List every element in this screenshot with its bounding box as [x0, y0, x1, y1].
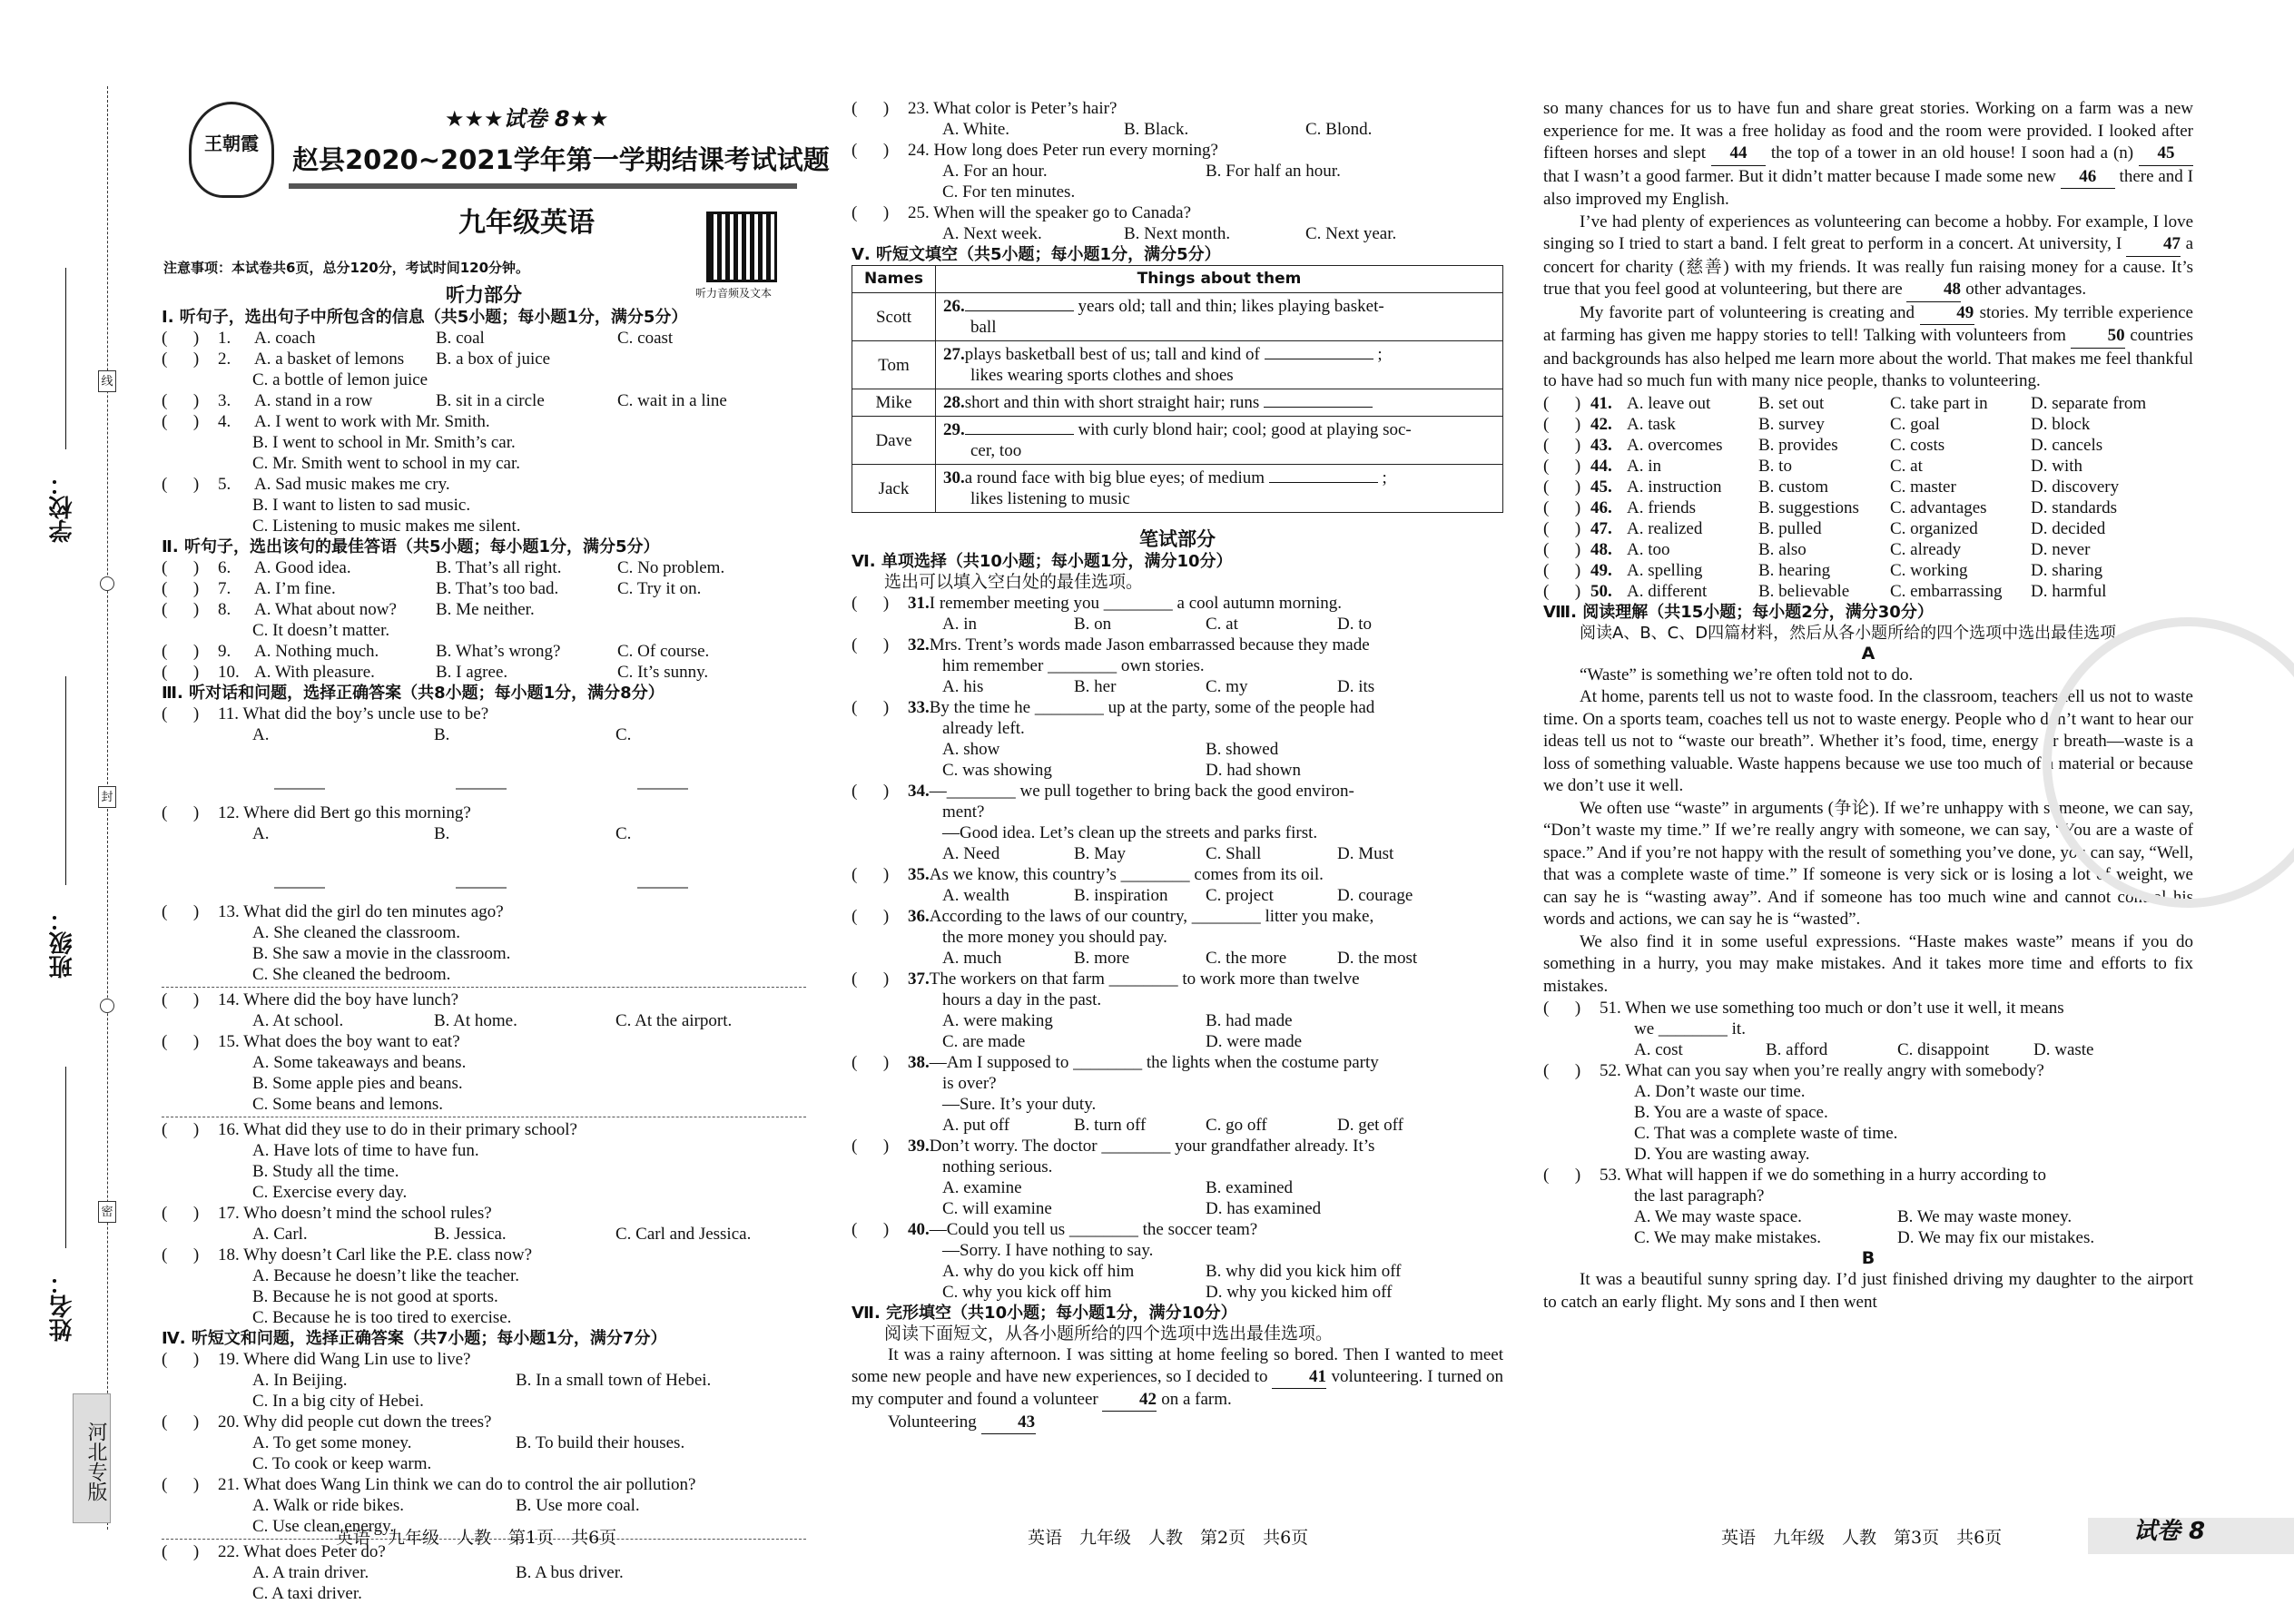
table-header-names: Names — [852, 266, 936, 293]
question-44: ( ) 44. A. in B. to C. at D. with — [1543, 456, 2082, 476]
seal-seal-mark: 封 — [98, 786, 116, 808]
binding-margin — [107, 86, 108, 1530]
question-33: ( ) 33.By the time he ________ up at the party, some of the people had — [852, 698, 1375, 717]
footer-page-2: 英语 九年级 人教 第2页 共6页 — [1028, 1528, 1309, 1548]
blank-46[interactable]: 46 — [2061, 166, 2115, 190]
region-badge: 河北专版 — [73, 1393, 111, 1523]
question-3: ( ) 3. A. stand in a row B. sit in a circle C. wait in a line — [162, 391, 727, 410]
q11-pictures: A. B. C. — [162, 724, 806, 802]
section-6-heading: Ⅵ. 单项选择（共10小题；每小题1分，满分10分） — [852, 552, 1233, 571]
question-18: ( ) 18. Why doesn’t Carl like the P.E. class now? — [162, 1245, 532, 1265]
table-things-cell: 26. years old; tall and thin; likes playing basket- ball — [936, 293, 1503, 341]
question-11: ( ) 11. What did the boy’s uncle use to be? — [162, 704, 489, 723]
question-8: ( ) 8. A. What about now? B. Me neither. — [162, 600, 535, 619]
q12-picture-c[interactable] — [637, 823, 688, 889]
footer-badge: 试卷 8 — [2088, 1518, 2294, 1554]
reading-a-para-2: At home, parents tell us not to waste food. In the classroom, teachers tell us not to waste time. On a sports team, coaches tell us not to waste energy. People who don’t want to hear our ideas tell us not to “waste our breath”. Whether it’s food, time, energy or breath—waste is a loss of something valuable. Waste happens because we use too much of a material or because we don’t use it well. — [1543, 687, 2193, 795]
circle-mark-1 — [100, 576, 114, 591]
question-5: ( ) 5. A. Sad music makes me cry. — [162, 475, 450, 494]
question-15: ( ) 15. What does the boy want to eat? — [162, 1032, 460, 1051]
answer-blank-26[interactable] — [965, 310, 1074, 311]
table-row — [852, 293, 1503, 341]
blank-48[interactable]: 48 — [1906, 279, 1961, 302]
q11-picture-a[interactable] — [274, 724, 325, 790]
blank-47[interactable]: 47 — [2126, 233, 2181, 257]
cloze-para-2a: Volunteering 43 — [852, 1412, 1503, 1434]
question-9: ( ) 9. A. Nothing much. B. What’s wrong? C. Of course. — [162, 642, 710, 661]
section-2-heading: Ⅱ. 听句子，选出该句的最佳答语（共5小题；每小题1分，满分5分） — [162, 537, 660, 556]
answer-blank-30[interactable] — [1269, 482, 1378, 483]
blank-43[interactable]: 43 — [981, 1412, 1036, 1434]
table-row — [852, 341, 1503, 389]
passage-a-label: A — [1861, 643, 1876, 664]
question-47: ( ) 47. A. realized B. pulled C. organized D. decided — [1543, 518, 2106, 538]
question-49: ( ) 49. A. spelling B. hearing C. working D. sharing — [1543, 560, 2103, 580]
name-blank[interactable] — [65, 1067, 66, 1248]
exam-title: 赵县2020~2021学年第一学期结课考试试题 — [292, 144, 830, 175]
q11-picture-c[interactable] — [637, 724, 688, 790]
table-row — [852, 417, 1503, 465]
cloze-para-3: I’ve had plenty of experiences as volunteering can become a hobby. For example, I love singing so I tried to start a band. I felt great to perform in a concert. At university, I 47 a concert for charity (慈善) with my friends. It was really fun raising money for a cause. It’s true that you feel good at volunteering, but there are 48 other advantages. — [1543, 212, 2193, 302]
question-43: ( ) 43. A. overcomes B. provides C. costs D. cancels — [1543, 435, 2103, 455]
footer-page-3: 英语 九年级 人教 第3页 共6页 — [1721, 1528, 2003, 1548]
question-17: ( ) 17. Who doesn’t mind the school rules? — [162, 1204, 492, 1223]
question-35: ( ) 35.As we know, this country’s ________ comes from its oil. — [852, 865, 1324, 884]
circle-mark-2 — [100, 999, 114, 1013]
class-label: 班级： — [49, 908, 76, 979]
question-41: ( ) 41. A. leave out B. set out C. take part in D. separate from — [1543, 393, 2147, 413]
answer-blank-29[interactable] — [965, 434, 1074, 435]
section-7-instruction: 阅读下面短文，从各小题所给的四个选项中选出最佳选项。 — [884, 1324, 1334, 1343]
question-16: ( ) 16. What did they use to do in their primary school? — [162, 1120, 577, 1139]
question-4: ( ) 4. A. I went to work with Mr. Smith. — [162, 412, 490, 431]
school-blank[interactable] — [65, 268, 66, 449]
listening-title: 听力部分 — [446, 284, 522, 306]
table-things-cell: 27.plays basketball best of us; tall and kind of ; likes wearing sports clothes and shoes — [936, 341, 1503, 389]
answer-blank-28[interactable] — [1264, 407, 1373, 408]
subject-title: 九年级英语 — [458, 207, 595, 239]
section-8-instruction: 阅读A、B、C、D四篇材料，然后从各小题所给的四个选项中选出最佳选项。 — [1580, 623, 2133, 643]
question-31: ( ) 31.I remember meeting you ________ a cool autumn morning. — [852, 594, 1343, 613]
cloze-para-1: It was a rainy afternoon. I was sitting at home feeling so bored. Then I wanted to meet some new people and have new experiences, so I decided to 41 volunteering. I turned on my computer and found a volunteer 42 on a farm. — [852, 1344, 1503, 1412]
table-name-cell: Dave — [852, 417, 936, 465]
table-things-cell: 30.a round face with big blue eyes; of medium ; likes listening to music — [936, 465, 1503, 513]
section-5-heading: Ⅴ. 听短文填空（共5小题；每小题1分，满分5分） — [852, 245, 1221, 264]
q11-picture-b[interactable] — [456, 724, 507, 790]
question-21: ( ) 21. What does Wang Lin think we can do to control the air pollution? — [162, 1475, 696, 1494]
title-bar — [289, 183, 797, 189]
section-4-heading: Ⅳ. 听短文和问题，选择正确答案（共7小题；每小题1分，满分7分） — [162, 1329, 667, 1348]
table-things-cell: 28.short and thin with short straight hair; runs — [936, 389, 1503, 417]
exam-notice: 注意事项：本试卷共6页，总分120分，考试时间120分钟。 — [163, 260, 530, 276]
section-8-heading: Ⅷ. 阅读理解（共15小题；每小题2分，满分30分） — [1543, 602, 1934, 622]
blank-45[interactable]: 45 — [2139, 143, 2193, 166]
section-7-heading: Ⅶ. 完形填空（共10小题；每小题1分，满分10分） — [852, 1304, 1237, 1323]
reading-a-para-3: We often use “waste” in arguments (争论). If we’re unhappy with someone, we can say, “Don’t waste my time.” If we’re really angry with someone, we can say, “You are a waste of space.” And if you’re not happy with the result of something you’ve done, you can say, “Well, that was a complete waste of time.” If someone is very sick or is losing a lot of weight, we can say he is “wasting away”. And if someone has too much wine and cannot control his words and actions, we can say he is “wasted”. — [1543, 798, 2193, 929]
listening-table — [852, 265, 1503, 513]
reading-a-para-1: “Waste” is something we’re often told not to do. — [1580, 664, 1914, 684]
blank-49[interactable]: 49 — [1920, 302, 1974, 326]
question-23: ( ) 23. What color is Peter’s hair? — [852, 99, 1117, 118]
question-10: ( ) 10. A. With pleasure. B. I agree. C. It’s sunny. — [162, 663, 709, 682]
column-2: ( ) 23. What color is Peter’s hair? A. White. B. Black. C. Blond. ( ) 24. How long does Peter run every morning? A. For an hour. B. For half an hour. C. For ten minutes. ( ) 25. When will the speaker go to Canada? A. Next week. B. Next month. C. Next year. Ⅴ. 听短文填空（共5小题；每小题1分，满分5分） Names Things about them Scott 26. years old; tall and thin; likes playing basket- ball Tom 27.plays basketball best of us; tall and kind of ; likes wearing sports clothes and shoes Mike 28.short and thin with short straight hair; runs Dave 29. with curly blond hair; cool; good at playing soc- cer, too Jack 30.a round face with big blue eyes; of medium ; likes listening to music 笔试部分 Ⅵ. 单项选择（共10小题；每小题1分，满分10分） 选出可以填入空白处的最佳选项。 ( ) 31.I remember meeting you ________ a cool autumn morning. A. in B. on C. at D. to ( ) 32.Mrs. Trent’s words made Jason embarrassed because they made him remember ________ own stories. A. his B. her C. my D. its ( ) 33.By the time he ________ up at the party, some of the people had already left. A. show B. showed C. was showing D. had shown ( ) 34.—________ we pull together to bring back the good environ- ment? —Good idea. Let’s clean up the streets and parks first. A. Need B. May C. Shall D. Must ( ) 35.As we know, this country’s ________ comes from its oil. A. wealth B. inspiration C. project D. courage ( ) 36.According to the laws of our country, ________ litter you make, the more money you should pay. A. much B. more C. the more D. the most ( ) 37.The workers on that farm ________ to work more than twelve hours a day in the past. A. were making B. had made C. are made D. were made ( ) 38.—Am I supposed to ________ the lights when the costume party is over? —Sure. It’s your duty. A. put off B. turn off C. go off D. get off ( ) 39.Don’t worry. The doctor ________ your grandfather already. It’s nothing serious. A. examine B. examined C. will examine D. has examined ( ) 40.—Could you tell us ________ the soccer team? —Sorry. I have nothing to say. A. why do you kick off him B. why did you kick him off C. why you kick off him D. why you kicked him off Ⅶ. 完形填空（共10小题；每小题1分，满分10分） 阅读下面短文，从各小题所给的四个选项中选出最佳选项。 It was a rainy afternoon. I was sitting at home feeling so bored. Then I wanted to meet some new people and have new experiences, so I decided to 41 volunteering. I turned on my computer and found a volunteer 42 on a farm. Volunteering 43 — [852, 98, 1503, 1434]
blank-50[interactable]: 50 — [2071, 325, 2125, 349]
question-25: ( ) 25. When will the speaker go to Canada? — [852, 203, 1191, 222]
column-3: so many chances for us to have fun and share great stories. Working on a farm was a new experience for me. It was a free holiday as food and the room were provided. I looked after fifteen horses and slept 44 the top of a tower in an old house! I soon had a (n) 45 that I wasn’t a good farmer. But it didn’t matter because I made some new 46 there and I also improved my English. I’ve had plenty of experiences as volunteering can become a hobby. For example, I love singing so I tried to start a band. I felt great to perform in a concert. At university, I 47 a concert for charity (慈善) with my friends. It was really fun raising money for a cause. It’s true that you feel good at volunteering, but there are 48 other advantages. My favorite part of volunteering is creating and 49 stories. My terrible experience at farming has given me happy stories to tell! Talking with volunteers from 50 countries and backgrounds has also helped me learn more about the world. That makes me feel thankful to have had so much fun with many nice people, thanks to volunteering. ( ) 41. A. leave out B. set out C. take part in D. separate from ( ) 42. A. task B. survey C. goal D. block ( ) 43. A. overcomes B. provides C. costs D. cancels ( ) 44. A. in B. to C. at D. with ( ) 45. A. instruction B. custom C. master D. discovery ( ) 46. A. friends B. suggestions C. advantages D. standards ( ) 47. A. realized B. pulled C. organized D. decided ( ) 48. A. too B. also C. already D. never ( ) 49. A. spelling B. hearing C. working D. sharing ( ) 50. A. different B. believable C. embarrassing D. harmful Ⅷ. 阅读理解（共15小题；每小题2分，满分30分） 阅读A、B、C、D四篇材料，然后从各小题所给的四个选项中选出最佳选项。 A “Waste” is something we’re often told not to do. At home, parents tell us not to waste food. In the classroom, teachers tell us not to waste time. On a sports team, coaches tell us not to waste energy. People who don’t want to hear our ideas tell us not to “waste our breath”. Whether it’s food, time, energy or breath—waste is a loss of something valuable. Waste happens because we use too much of a material or because we don’t use it well. We often use “waste” in arguments (争论). If we’re unhappy with someone, we can say, “Don’t waste my time.” If we’re really angry with someone, we can say, “You are a waste of space.” And if you’re not happy with the result of something you’ve done, you can say, “Well, that was a complete waste of time.” If someone is very sick or is losing a lot of weight, we can say he is “wasting away”. And if someone has too much wine and cannot control his words and actions, we can say he is “wasted”. We also find it in some useful expressions. “Haste makes waste” means if you do something in a hurry, you may make mistakes. And it takes more time and efforts to fix mistakes. ( ) 51. When we use something too much or don’t use it well, it means we ________ it. A. cost B. afford C. disappoint D. waste ( ) 52. What can you say when you’re really angry with somebody? A. Don’t waste our time. B. You are a waste of space. C. That was a complete waste of time. D. You are wasting away. ( ) 53. What will happen if we do something in a hurry according to the last paragraph? A. We may waste space. B. We may waste money. C. We may make mistakes. D. We may fix our mistakes. B It was a beautiful sunny spring day. I’d just finished driving my daughter to the airport to catch an early flight. My sons and I then went — [1543, 98, 2193, 1314]
question-6: ( ) 6. A. Good idea. B. That’s all right. C. No problem. — [162, 558, 725, 577]
table-name-cell: Tom — [852, 341, 936, 389]
question-53: ( ) 53. What will happen if we do something in a hurry according to — [1543, 1166, 2046, 1185]
question-51: ( ) 51. When we use something too much or don’t use it well, it means — [1543, 999, 2064, 1018]
name-label: 姓名： — [49, 1271, 76, 1342]
question-42: ( ) 42. A. task B. survey C. goal D. block — [1543, 414, 2091, 434]
blank-42[interactable]: 42 — [1102, 1389, 1157, 1412]
footer-page-1: 英语 九年级 人教 第1页 共6页 — [336, 1528, 617, 1548]
question-32: ( ) 32.Mrs. Trent’s words made Jason embarrassed because they made — [852, 635, 1370, 655]
question-34: ( ) 34.—________ we pull together to bring back the good environ- — [852, 782, 1354, 801]
cloze-para-2b: so many chances for us to have fun and share great stories. Working on a farm was a new experience for me. It was a free holiday as food and the room were provided. I looked after fifteen horses and slept 44 the top of a tower in an old house! I soon had a (n) 45 that I wasn’t a good farmer. But it didn’t matter because I made some new 46 there and I also improved my English. — [1543, 99, 2193, 209]
written-title: 笔试部分 — [1139, 528, 1216, 550]
q12-picture-b[interactable] — [456, 823, 507, 889]
question-38: ( ) 38.—Am I supposed to ________ the lights when the costume party — [852, 1053, 1379, 1072]
section-3-heading: Ⅲ. 听对话和问题，选择正确答案（共8小题；每小题1分，满分8分） — [162, 684, 665, 703]
question-45: ( ) 45. A. instruction B. custom C. master D. discovery — [1543, 477, 2120, 497]
reading-b-para-1: It was a beautiful sunny spring day. I’d just finished driving my daughter to the airport to catch an early flight. My sons and I then went — [1543, 1270, 2193, 1312]
question-52: ( ) 52. What can you say when you’re really angry with somebody? — [1543, 1061, 2044, 1080]
column-1: 听力部分 Ⅰ. 听句子，选出句子中所包含的信息（共5小题；每小题1分，满分5分） ( ) 1. A. coach B. coal C. coast ( ) 2. A. a basket of lemons B. a box of juice C. a bottle of lemon juice ( ) 3. A. stand in a row B. sit in a circle C. wait in a line ( ) 4. A. I went to work with Mr. Smith. B. I went to school in Mr. Smith’s car. C. Mr. Smith went to school in my car. ( ) 5. A. Sad music makes me cry. B. I want to listen to sad music. C. Listening to music makes me silent. Ⅱ. 听句子，选出该句的最佳答语（共5小题；每小题1分，满分5分） ( ) 6. A. Good idea. B. That’s all right. C. No problem. ( ) 7. A. I’m fine. B. That’s too bad. C. Try it on. ( ) 8. A. What about now? B. Me neither. C. It doesn’t matter. ( ) 9. A. Nothing much. B. What’s wrong? C. Of course. ( ) 10. A. With pleasure. B. I agree. C. It’s sunny. Ⅲ. 听对话和问题，选择正确答案（共8小题；每小题1分，满分8分） ( ) 11. What did the boy’s uncle use to be? A. B. C. ( ) 12. Where did Bert go this morning? A. B. C. ( ) 13. What did the girl do ten minutes ago? A. She cleaned the classroom. B. She saw a movie in the classroom. C. She cleaned the bedroom. ( ) 14. Where did the boy have lunch? A. At school. B. At home. C. At the airport. ( ) 15. What does the boy want to eat? A. Some takeaways and beans. B. Some apple pies and beans. C. Some beans and lemons. ( ) 16. What did they use to do in their primary school? A. Have lots of time to have fun. B. Study all the time. C. Exercise every day. ( ) 17. Who doesn’t mind the school rules? A. Carl. B. Jessica. C. Carl and Jessica. ( ) 18. Why doesn’t Carl like the P.E. class now? A. Because he doesn’t like the teacher. B. Because he is not good at sports. C. Because he is too tired to exercise. Ⅳ. 听短文和问题，选择正确答案（共7小题；每小题1分，满分7分） ( ) 19. Where did Wang Lin use to live? A. In Beijing. B. In a small town of Hebei. C. In a big city of Hebei. ( ) 20. Why did people cut down the trees? A. To get some money. B. To build their houses. C. To cook or keep warm. ( ) 21. What does Wang Lin think we can do to control the air pollution? A. Walk or ride bikes. B. Use more coal. C. Use clean energy. ( ) 22. What does Peter do? A. A train driver. B. A bus driver. C. A taxi driver. — [162, 283, 806, 1604]
question-24: ( ) 24. How long does Peter run every morning? — [852, 141, 1218, 160]
question-22: ( ) 22. What does Peter do? — [162, 1542, 386, 1561]
q12-picture-a[interactable] — [274, 823, 325, 889]
seal-line-mark: 线 — [98, 370, 116, 392]
table-things-cell: 29. with curly blond hair; cool; good at playing soc- cer, too — [936, 417, 1503, 465]
question-48: ( ) 48. A. too B. also C. already D. never — [1543, 539, 2091, 559]
school-label: 学校： — [49, 472, 76, 543]
table-name-cell: Scott — [852, 293, 936, 341]
question-20: ( ) 20. Why did people cut down the trees? — [162, 1412, 492, 1432]
question-14: ( ) 14. Where did the boy have lunch? — [162, 990, 459, 1009]
question-46: ( ) 46. A. friends B. suggestions C. advantages D. standards — [1543, 497, 2117, 517]
seal-secret-mark: 密 — [98, 1201, 116, 1223]
brand-logo: 王朝霞 — [189, 102, 274, 198]
question-39: ( ) 39.Don’t worry. The doctor ________ your grandfather already. It’s — [852, 1137, 1375, 1156]
question-2: ( ) 2. A. a basket of lemons B. a box of juice — [162, 349, 551, 369]
question-19: ( ) 19. Where did Wang Lin use to live? — [162, 1350, 471, 1369]
qr-caption: 听力音频及文本 — [695, 287, 773, 300]
question-1: ( ) 1. A. coach B. coal C. coast — [162, 329, 674, 348]
qr-code[interactable] — [709, 214, 774, 280]
question-50: ( ) 50. A. different B. believable C. embarrassing D. harmful — [1543, 581, 2107, 601]
q12-pictures: A. B. C. — [162, 823, 806, 901]
blank-41[interactable]: 41 — [1272, 1366, 1326, 1389]
class-blank[interactable] — [65, 676, 66, 885]
table-row — [852, 389, 1503, 417]
question-40: ( ) 40.—Could you tell us ________ the soccer team? — [852, 1220, 1258, 1239]
section-1-heading: Ⅰ. 听句子，选出句子中所包含的信息（共5小题；每小题1分，满分5分） — [162, 308, 688, 327]
passage-b-label: B — [1861, 1248, 1876, 1268]
reading-a-para-4: We also find it in some useful expressions. “Haste makes waste” means if you do something in a hurry, you may make mistakes. And it takes more time and efforts to fix mistakes. — [1543, 931, 2193, 996]
table-name-cell: Mike — [852, 389, 936, 417]
cloze-para-4: My favorite part of volunteering is creating and 49 stories. My terrible experience at farming has given me happy stories to tell! Talking with volunteers from 50 countries and backgrounds has also helped me learn more about the world. That makes me feel thankful to have had so much fun with many nice people, thanks to volunteering. — [1543, 302, 2193, 390]
question-12: ( ) 12. Where did Bert go this morning? — [162, 803, 471, 822]
table-row — [852, 465, 1503, 513]
question-37: ( ) 37.The workers on that farm ________ to work more than twelve — [852, 969, 1360, 989]
question-7: ( ) 7. A. I’m fine. B. That’s too bad. C. Try it on. — [162, 579, 702, 598]
section-6-instruction: 选出可以填入空白处的最佳选项。 — [884, 573, 1144, 592]
exam-badge: ★★★试卷 8★★ — [445, 106, 609, 132]
question-36: ( ) 36.According to the laws of our country, ________ litter you make, — [852, 907, 1374, 926]
blank-44[interactable]: 44 — [1711, 143, 1766, 166]
table-header-things: Things about them — [936, 266, 1503, 293]
question-13: ( ) 13. What did the girl do ten minutes ago? — [162, 902, 504, 921]
table-name-cell: Jack — [852, 465, 936, 513]
